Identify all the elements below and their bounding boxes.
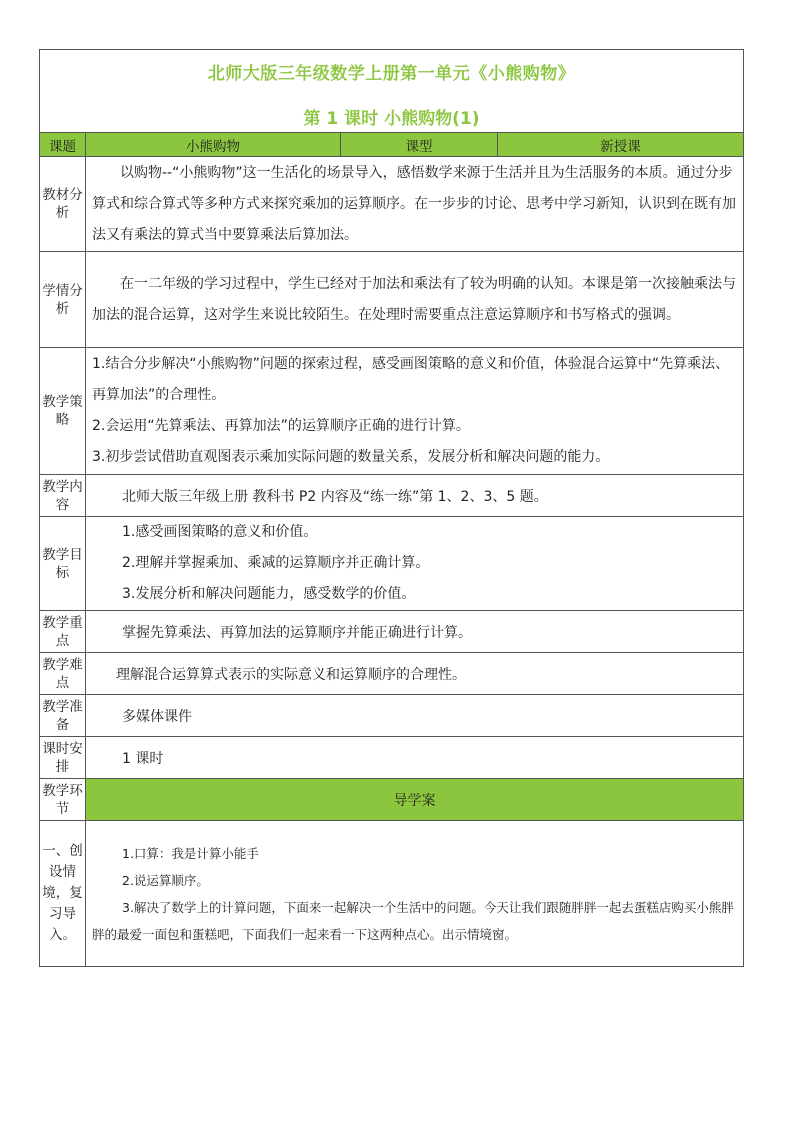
topic-row <box>40 133 744 157</box>
title-cell <box>40 50 744 133</box>
goals-label: 教学目标 <box>40 517 86 611</box>
stage-label: 教学环节 <box>40 779 86 821</box>
students-text: 在一二年级的学习过程中，学生已经对于加法和乘法有了较为明确的认知。本课是第一次接触乘法与加法的混合运算，这对学生来说比较陌生。在处理时需要重点注意运算顺序和书写格式的强调。 <box>92 275 736 323</box>
time-text: 1 课时 <box>86 737 744 779</box>
material-row <box>40 157 744 252</box>
step1-label: 一、创设情境，复习导入。 <box>40 821 86 967</box>
strategy-item: 2.会运用“先算乘法、再算加法”的运算顺序正确的进行计算。 <box>92 418 470 434</box>
strategy-item: 3.初步尝试借助直观图表示乘加实际问题的数量关系，发展分析和解决问题的能力。 <box>92 449 610 465</box>
difficulty-label: 教学难点 <box>40 653 86 695</box>
key-label: 教学重点 <box>40 611 86 653</box>
topic-label: 课题 <box>40 133 86 157</box>
type-value: 新授课 <box>498 133 744 157</box>
content-row <box>40 475 744 517</box>
prep-label: 教学准备 <box>40 695 86 737</box>
lesson-subtitle: 第 1 课时 小熊购物(1) <box>303 109 480 129</box>
goal-item: 2.理解并掌握乘加、乘减的运算顺序并正确计算。 <box>122 555 430 571</box>
content-label: 教学内容 <box>40 475 86 517</box>
material-label: 教材分析 <box>40 157 86 252</box>
strategy-label: 教学策略 <box>40 348 86 475</box>
key-text: 掌握先算乘法、再算加法的运算顺序并能正确进行计算。 <box>86 611 744 653</box>
title-row <box>40 50 744 133</box>
step1-row <box>40 821 744 967</box>
step1-item: 3.解决了数学上的计算问题，下面来一起解决一个生活中的问题。今天让我们跟随胖胖一起去蛋糕店购买小熊胖胖的最爱一面包和蛋糕吧，下面我们一起来看一下这两种点心。出示情境窗。 <box>92 899 734 942</box>
students-cell <box>86 252 744 348</box>
strategy-item: 1.结合分步解决“小熊购物”问题的探索过程，感受画图策略的意义和价值，体验混合运算中“先算乘法、再算加法”的合理性。 <box>92 356 730 403</box>
goals-cell <box>86 517 744 611</box>
goal-item: 1.感受画图策略的意义和价值。 <box>122 524 318 540</box>
lesson-plan-table <box>39 49 744 967</box>
prep-text: 多媒体课件 <box>86 695 744 737</box>
time-label: 课时安排 <box>40 737 86 779</box>
goal-item: 3.发展分析和解决问题能力，感受数学的价值。 <box>122 586 416 602</box>
type-label: 课型 <box>341 133 498 157</box>
key-row <box>40 611 744 653</box>
step1-item: 2.说运算顺序。 <box>122 872 209 888</box>
stage-header: 导学案 <box>86 779 744 821</box>
document-title: 北师大版三年级数学上册第一单元《小熊购物》 <box>207 64 576 84</box>
prep-row <box>40 695 744 737</box>
time-row <box>40 737 744 779</box>
step1-cell <box>86 821 744 967</box>
content-text: 北师大版三年级上册 教科书 P2 内容及“练一练”第 1、2、3、5 题。 <box>86 475 744 517</box>
stage-row <box>40 779 744 821</box>
strategy-cell <box>86 348 744 475</box>
topic-value: 小熊购物 <box>86 133 341 157</box>
students-row <box>40 252 744 348</box>
material-text: 以购物--“小熊购物”这一生活化的场景导入，感悟数学来源于生活并且为生活服务的本质。通过分步算式和综合算式等多种方式来探究乘加的运算顺序。在一步步的讨论、思考中学习新知，认识到在既有加法又有乘法的算式当中要算乘法后算加法。 <box>92 164 736 243</box>
difficulty-row <box>40 653 744 695</box>
students-label: 学情分析 <box>40 252 86 348</box>
material-cell <box>86 157 744 252</box>
difficulty-text: 理解混合运算算式表示的实际意义和运算顺序的合理性。 <box>86 653 744 695</box>
goals-row <box>40 517 744 611</box>
step1-item: 1.口算：我是计算小能手 <box>122 845 259 861</box>
strategy-row <box>40 348 744 475</box>
